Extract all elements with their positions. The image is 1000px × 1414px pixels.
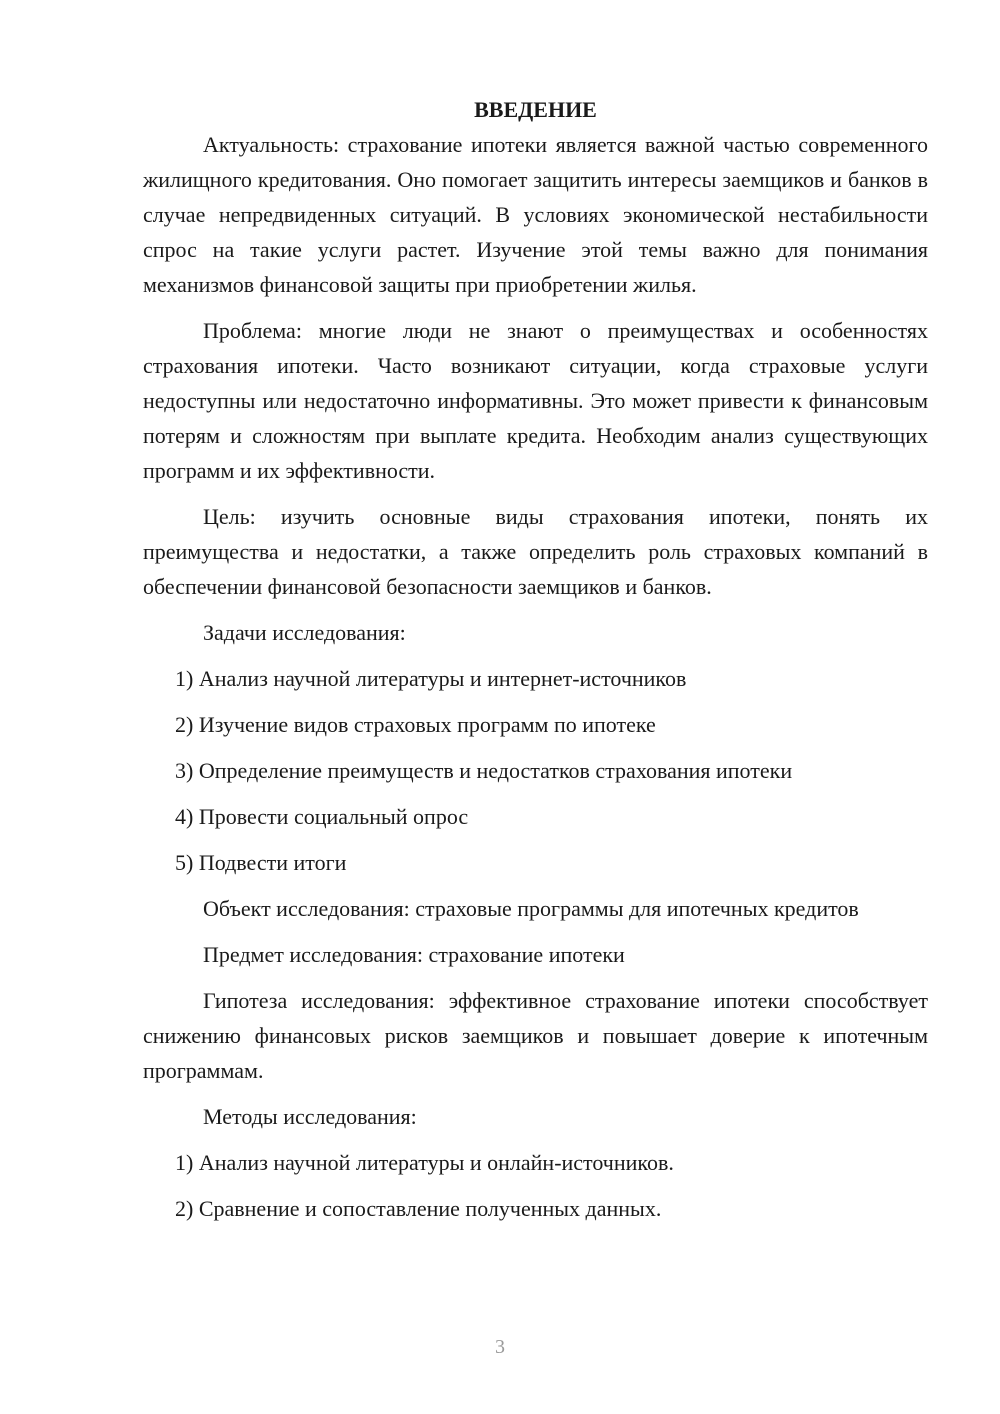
task-item-4: 4) Провести социальный опрос [175,804,469,829]
problem-paragraph: Проблема: многие люди не знают о преимуществах и особенностях страхования ипотеки. Часто возникают ситуации, когда страховые услуги недоступны или недостаточно информативны. Это может привести к финансовым потерям и сложностям при выплате кредита. Необходим анализ существующих программ и их эффективности. [143,318,928,483]
task-item-5: 5) Подвести итоги [175,850,347,875]
task-item-1: 1) Анализ научной литературы и интернет-источников [175,666,687,691]
object-paragraph: Объект исследования: страховые программы для ипотечных кредитов [203,896,859,921]
hypothesis-paragraph: Гипотеза исследования: эффективное страхование ипотеки способствует снижению финансовых рисков заемщиков и повышает доверие к ипотечным программам. [143,988,928,1083]
relevance-paragraph: Актуальность: страхование ипотеки является важной частью современного жилищного кредитования. Оно помогает защитить интересы заемщиков и банков в случае непредвиденных ситуаций. В условиях экономической нестабильности спрос на такие услуги растет. Изучение этой темы важно для понимания механизмов финансовой защиты при приобретении жилья. [143,132,928,297]
task-item-3: 3) Определение преимуществ и недостатков страхования ипотеки [175,758,793,783]
method-item-2: 2) Сравнение и сопоставление полученных данных. [175,1196,662,1221]
tasks-label: Задачи исследования: [203,620,406,645]
methods-label: Методы исследования: [203,1104,417,1129]
page-content [143,92,928,1226]
subject-paragraph: Предмет исследования: страхование ипотеки [203,942,625,967]
page-number: 3 [495,1336,505,1358]
task-item-2: 2) Изучение видов страховых программ по ипотеке [175,712,656,737]
section-heading: ВВЕДЕНИЕ [474,97,597,122]
method-item-1: 1) Анализ научной литературы и онлайн-источников. [175,1150,674,1175]
goal-paragraph: Цель: изучить основные виды страхования ипотеки, понять их преимущества и недостатки, а также определить роль страховых компаний в обеспечении финансовой безопасности заемщиков и банков. [143,504,928,599]
